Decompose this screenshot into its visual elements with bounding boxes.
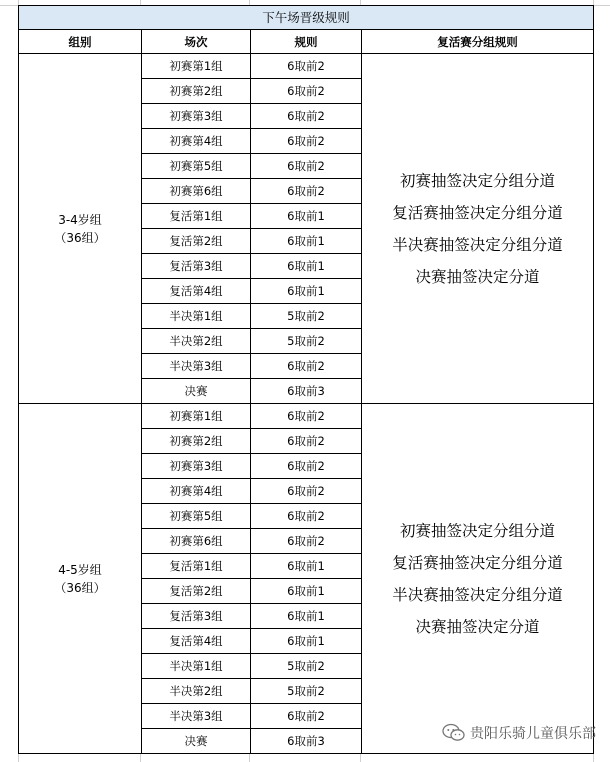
rule-cell[interactable]: 6取前2 [251,479,362,504]
rule-cell[interactable]: 6取前3 [251,379,362,404]
rule-cell[interactable]: 6取前1 [251,279,362,304]
group-name: 3-4岁组 [58,212,102,227]
promotion-rules-table [18,5,594,754]
match-cell[interactable]: 初赛第6组 [142,529,251,554]
rule-cell[interactable]: 6取前2 [251,104,362,129]
note-line: 复活赛抽签决定分组分道 [392,203,563,222]
note-line: 半决赛抽签决定分组分道 [392,585,563,604]
match-cell[interactable]: 初赛第2组 [142,429,251,454]
note-line: 初赛抽签决定分组分道 [399,521,555,540]
header-rule[interactable]: 规则 [251,30,362,54]
rule-cell[interactable]: 6取前2 [251,704,362,729]
note-line: 初赛抽签决定分组分道 [399,171,555,190]
note-line: 决赛抽签决定分道 [415,617,540,636]
match-cell[interactable]: 初赛第4组 [142,129,251,154]
rule-cell[interactable]: 6取前1 [251,629,362,654]
table-row [19,54,594,79]
match-cell[interactable]: 半决第3组 [142,704,251,729]
table-title[interactable]: 下午场晋级规则 [19,6,594,30]
match-cell[interactable]: 决赛 [142,729,251,754]
rule-cell[interactable]: 5取前2 [251,304,362,329]
wechat-watermark [442,723,596,743]
group-name: 4-5岁组 [58,562,102,577]
match-cell[interactable]: 复活第3组 [142,254,251,279]
header-repechage-rule[interactable]: 复活赛分组规则 [362,30,594,54]
header-match[interactable]: 场次 [142,30,251,54]
rule-cell[interactable]: 5取前2 [251,654,362,679]
match-cell[interactable]: 半决第1组 [142,654,251,679]
rule-cell[interactable]: 6取前1 [251,579,362,604]
rule-cell[interactable]: 5取前2 [251,679,362,704]
match-cell[interactable]: 半决第2组 [142,679,251,704]
rule-cell[interactable]: 6取前2 [251,429,362,454]
match-cell[interactable]: 复活第1组 [142,554,251,579]
match-cell[interactable]: 半决第3组 [142,354,251,379]
rule-cell[interactable]: 6取前2 [251,404,362,429]
match-cell[interactable]: 初赛第6组 [142,179,251,204]
match-cell[interactable]: 复活第4组 [142,629,251,654]
match-cell[interactable]: 初赛第5组 [142,504,251,529]
match-cell[interactable]: 初赛第5组 [142,154,251,179]
match-cell[interactable]: 初赛第3组 [142,104,251,129]
group-cell[interactable] [19,54,142,404]
watermark-text: 贵阳乐骑儿童俱乐部 [470,726,596,742]
group-cell[interactable] [19,404,142,754]
match-cell[interactable]: 复活第1组 [142,204,251,229]
group-count: （36组） [54,580,106,595]
wechat-icon [442,723,466,743]
match-cell[interactable]: 复活第2组 [142,579,251,604]
rule-cell[interactable]: 6取前2 [251,179,362,204]
rule-cell[interactable]: 6取前1 [251,554,362,579]
match-cell[interactable]: 初赛第4组 [142,479,251,504]
rule-cell[interactable]: 6取前1 [251,254,362,279]
match-cell[interactable]: 初赛第1组 [142,404,251,429]
table-row [19,404,594,429]
rule-cell[interactable]: 6取前2 [251,529,362,554]
note-line: 复活赛抽签决定分组分道 [392,553,563,572]
rule-cell[interactable]: 6取前1 [251,229,362,254]
match-cell[interactable]: 决赛 [142,379,251,404]
rule-cell[interactable]: 6取前3 [251,729,362,754]
rule-cell[interactable]: 6取前2 [251,504,362,529]
match-cell[interactable]: 初赛第3组 [142,454,251,479]
rule-cell[interactable]: 6取前2 [251,154,362,179]
rule-cell[interactable]: 6取前1 [251,204,362,229]
rule-cell[interactable]: 5取前2 [251,329,362,354]
note-line: 半决赛抽签决定分组分道 [392,235,563,254]
group-count: （36组） [54,230,106,245]
rule-cell[interactable]: 6取前2 [251,54,362,79]
note-line: 决赛抽签决定分道 [415,267,540,286]
match-cell[interactable]: 半决第2组 [142,329,251,354]
match-cell[interactable]: 初赛第2组 [142,79,251,104]
rule-cell[interactable]: 6取前1 [251,604,362,629]
repechage-notes-cell[interactable] [362,54,594,404]
rule-cell[interactable]: 6取前2 [251,354,362,379]
match-cell[interactable]: 半决第1组 [142,304,251,329]
match-cell[interactable]: 复活第2组 [142,229,251,254]
match-cell[interactable]: 复活第3组 [142,604,251,629]
header-group[interactable]: 组别 [19,30,142,54]
rule-cell[interactable]: 6取前2 [251,454,362,479]
match-cell[interactable]: 复活第4组 [142,279,251,304]
rule-cell[interactable]: 6取前2 [251,79,362,104]
match-cell[interactable]: 初赛第1组 [142,54,251,79]
repechage-notes-cell[interactable] [362,404,594,754]
rule-cell[interactable]: 6取前2 [251,129,362,154]
